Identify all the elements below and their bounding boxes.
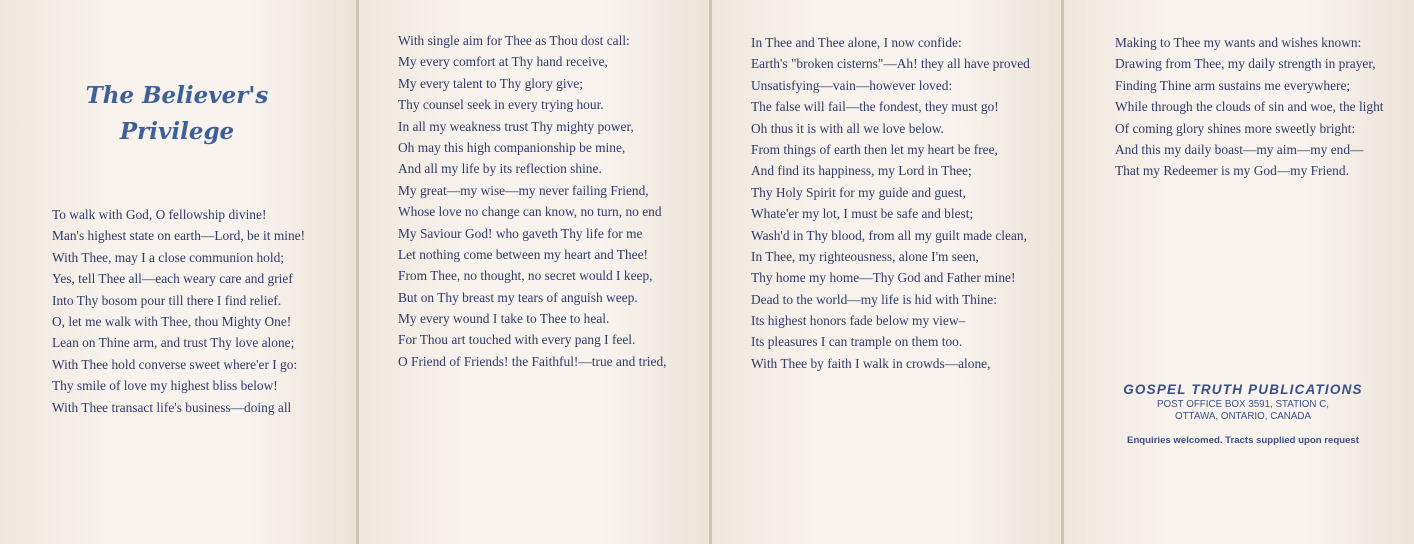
panel-4 xyxy=(1062,0,1414,544)
publisher-address-line-2: OTTAWA, ONTARIO, CANADA xyxy=(1174,411,1312,422)
verse-line: For Thou art touched with every pang I feel. xyxy=(398,332,636,348)
title-line-1: The Believer's xyxy=(85,82,269,109)
panel-3 xyxy=(710,0,1062,544)
verse-line: Thy counsel seek in every trying hour. xyxy=(398,97,604,113)
verse-line: O, let me walk with Thee, thou Mighty One! xyxy=(52,313,292,329)
verse-list-panel-3 xyxy=(751,35,1033,377)
verse-line: With Thee by faith I walk in crowds—alone, xyxy=(751,355,991,371)
verse-line: Making to Thee my wants and wishes known: xyxy=(1115,35,1362,50)
verse-line: Whose love no change can know, no turn, no end xyxy=(398,204,662,220)
verse-line: With Thee, may I a close communion hold; xyxy=(52,249,285,265)
verse-line: The false will fail—the fondest, they must go! xyxy=(751,99,999,115)
verse-line: Thy home my home—Thy God and Father mine! xyxy=(751,270,1016,286)
verse-line: Into Thy bosom pour till there I find relief. xyxy=(52,292,282,308)
verse-line: Its pleasures I can trample on them too. xyxy=(751,334,963,350)
panel-1 xyxy=(0,0,357,544)
publisher-note: Enquiries welcomed. Tracts supplied upon request xyxy=(1127,435,1359,446)
verse-line: Whate'er my lot, I must be safe and blest; xyxy=(751,206,974,222)
verse-list-panel-1 xyxy=(52,207,324,421)
verse-line: Of coming glory shines more sweetly bright: xyxy=(1115,120,1356,136)
verse-line: In all my weakness trust Thy mighty power, xyxy=(398,118,634,134)
verse-line: My every talent to Thy glory give; xyxy=(398,75,583,91)
verse-line: And this my daily boast—my aim—my end— xyxy=(1115,141,1364,157)
verse-line: Finding Thine arm sustains me everywhere; xyxy=(1115,77,1351,93)
panel-2 xyxy=(357,0,710,544)
verse-line: With Thee hold converse sweet where'er I go: xyxy=(52,356,298,372)
verse-line: Let nothing come between my heart and Thee! xyxy=(398,246,648,262)
verse-line: Wash'd in Thy blood, from all my guilt made clean, xyxy=(751,227,1027,243)
verse-list-panel-2 xyxy=(398,33,688,375)
verse-line: O Friend of Friends! the Faithful!—true and tried, xyxy=(398,353,667,369)
verse-line: My every wound I take to Thee to heal. xyxy=(398,311,610,327)
fold-line xyxy=(356,0,359,544)
verse-line: With Thee transact life's business—doing all xyxy=(52,399,292,415)
verse-line: My great—my wise—my never failing Friend, xyxy=(398,182,649,198)
poem-title xyxy=(82,78,272,150)
verse-line: From things of earth then let my heart be free, xyxy=(751,141,998,157)
verse-line: And all my life by its reflection shine. xyxy=(398,161,602,177)
title-line-2: Privilege xyxy=(119,118,235,145)
verse-line: Unsatisfying—vain—however loved: xyxy=(751,77,953,93)
verse-line: Oh thus it is with all we love below. xyxy=(751,120,944,136)
verse-line: My every comfort at Thy hand receive, xyxy=(398,54,608,70)
fold-line xyxy=(709,0,712,544)
verse-line: Oh may this high companionship be mine, xyxy=(398,139,626,155)
verse-line: That my Redeemer is my God—my Friend. xyxy=(1115,163,1349,179)
publisher-address-line-1: POST OFFICE BOX 3591, STATION C, xyxy=(1156,399,1330,410)
verse-line: To walk with God, O fellowship divine! xyxy=(52,207,267,222)
verse-line: And find its happiness, my Lord in Thee; xyxy=(751,163,972,179)
verse-line: Thy Holy Spirit for my guide and guest, xyxy=(751,184,966,200)
verse-line: Dead to the world—my life is hid with Thine: xyxy=(751,291,997,307)
verse-line: Yes, tell Thee all—each weary care and grief xyxy=(52,271,293,287)
verse-line: Lean on Thine arm, and trust Thy love alone; xyxy=(52,335,295,351)
publisher-address xyxy=(1120,399,1366,423)
verse-line: In Thee, my righteousness, alone I'm seen, xyxy=(751,248,979,264)
verse-line: While through the clouds of sin and woe, the light xyxy=(1115,99,1384,115)
fold-line xyxy=(1061,0,1064,544)
verse-line: Drawing from Thee, my daily strength in prayer, xyxy=(1115,56,1376,72)
publisher-name: GOSPEL TRUTH PUBLICATIONS xyxy=(1123,382,1363,397)
verse-line: From Thee, no thought, no secret would I keep, xyxy=(398,268,653,284)
verse-line: Man's highest state on earth—Lord, be it mine! xyxy=(52,228,306,244)
verse-line: But on Thy breast my tears of anguish weep. xyxy=(398,289,638,305)
verse-line: Thy smile of love my highest bliss below! xyxy=(52,378,278,394)
verse-line: Earth's "broken cisterns"—Ah! they all have proved xyxy=(751,56,1030,72)
verse-list-panel-4 xyxy=(1115,35,1405,185)
verse-line: With single aim for Thee as Thou dost call: xyxy=(398,33,630,48)
verse-line: In Thee and Thee alone, I now confide: xyxy=(751,35,962,50)
verse-line: Its highest honors fade below my view– xyxy=(751,313,966,329)
verse-line: My Saviour God! who gaveth Thy life for me xyxy=(398,225,643,241)
